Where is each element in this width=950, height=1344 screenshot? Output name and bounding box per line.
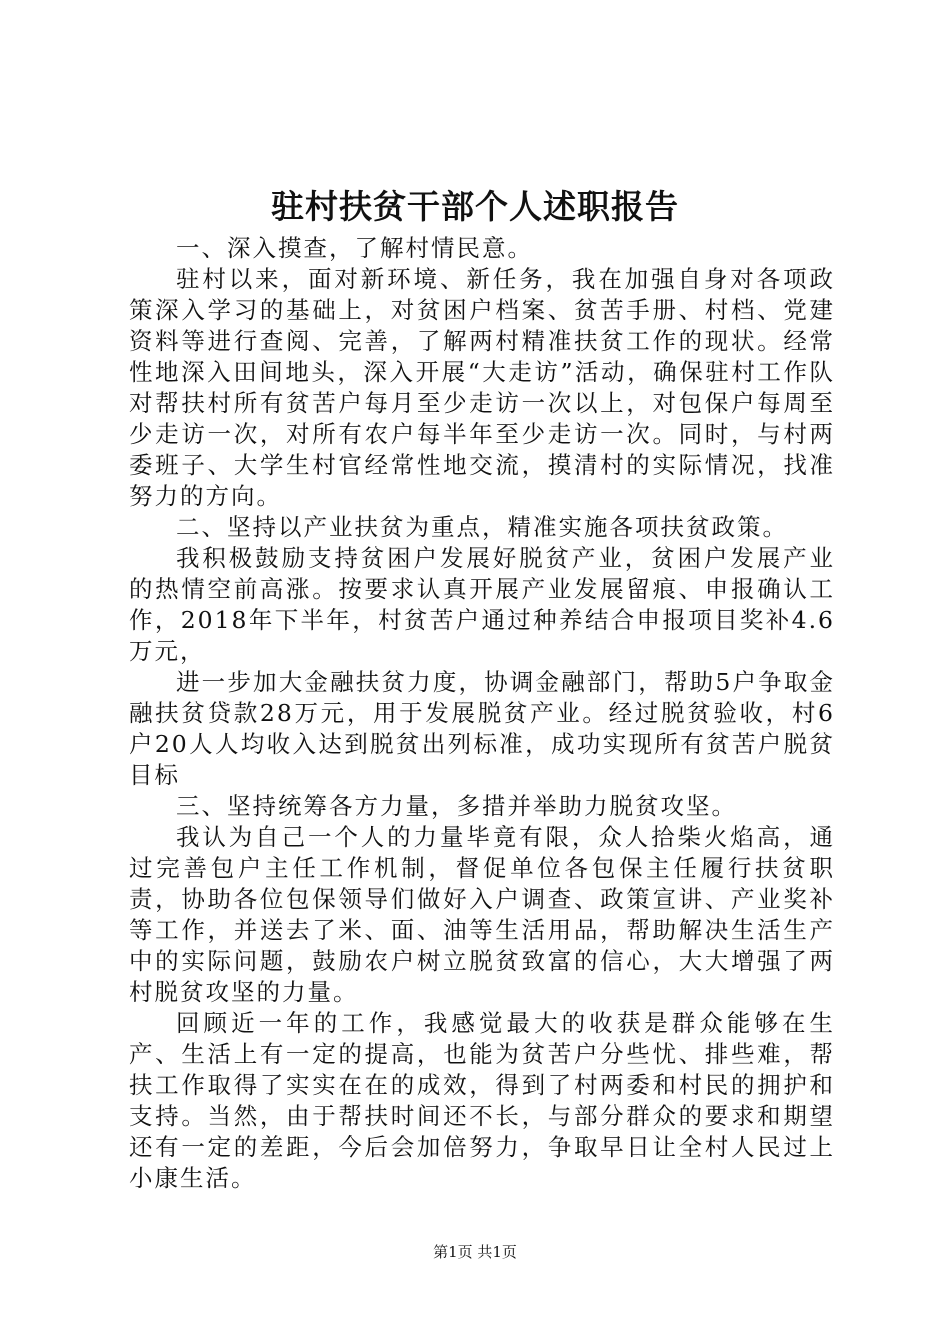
heading-section-1: 一、深入摸查，了解村情民意。	[176, 234, 533, 262]
paragraph-conclusion: 回顾近一年的工作，我感觉最大的收获是群众能够在生产、生活上有一定的提高，也能为贫苦户分些忧、排些难，帮扶工作取得了实实在在的成效，得到了村两委和村民的拥护和支持。当然，由于帮扶时间还不长，与部分群众的要求和期望还有一定的差距，今后会加倍努力，争取早日让全村人民过上小康生活。	[129, 1009, 835, 1192]
page-footer: 第1页 共1页	[433, 1243, 517, 1261]
document-body	[129, 233, 835, 1194]
paragraph-section-1: 驻村以来，面对新环境、新任务，我在加强自身对各项政策深入学习的基础上，对贫困户档案、贫苦手册、村档、党建资料等进行查阅、完善，了解两村精准扶贫工作的现状。经常性地深入田间地头，深入开展“大走访”活动，确保驻村工作队对帮扶村所有贫苦户每月至少走访一次以上，对包保户每周至少走访一次，对所有农户每半年至少走访一次。同时，与村两委班子、大学生村官经常性地交流，摸清村的实际情况，找准努力的方向。	[129, 265, 835, 510]
heading-section-3: 三、坚持统筹各方力量，多措并举助力脱贫攻坚。	[176, 792, 737, 820]
paragraph-section-3: 我认为自己一个人的力量毕竟有限，众人拾柴火焰高，通过完善包户主任工作机制，督促单位各包保主任履行扶贫职责，协助各位包保领导们做好入户调查、政策宣讲、产业奖补等工作，并送去了米、面、油等生活用品，帮助解决生活生产中的实际问题，鼓励农户树立脱贫致富的信心，大大增强了两村脱贫攻坚的力量。	[129, 823, 835, 1006]
heading-section-2: 二、坚持以产业扶贫为重点，精准实施各项扶贫政策。	[176, 513, 788, 541]
paragraph-section-2a: 我积极鼓励支持贫困户发展好脱贫产业，贫困户发展产业的热情空前高涨。按要求认真开展产业发展留痕、申报确认工作，2018年下半年，村贫苦户通过种养结合申报项目奖补4.6万元，	[129, 544, 835, 665]
paragraph-section-2b: 进一步加大金融扶贫力度，协调金融部门，帮助5户争取金融扶贫贷款28万元，用于发展脱贫产业。经过脱贫验收，村6户20人人均收入达到脱贫出列标准，成功实现所有贫苦户脱贫目标	[129, 668, 835, 789]
document-title: 驻村扶贫干部个人述职报告	[271, 187, 679, 226]
